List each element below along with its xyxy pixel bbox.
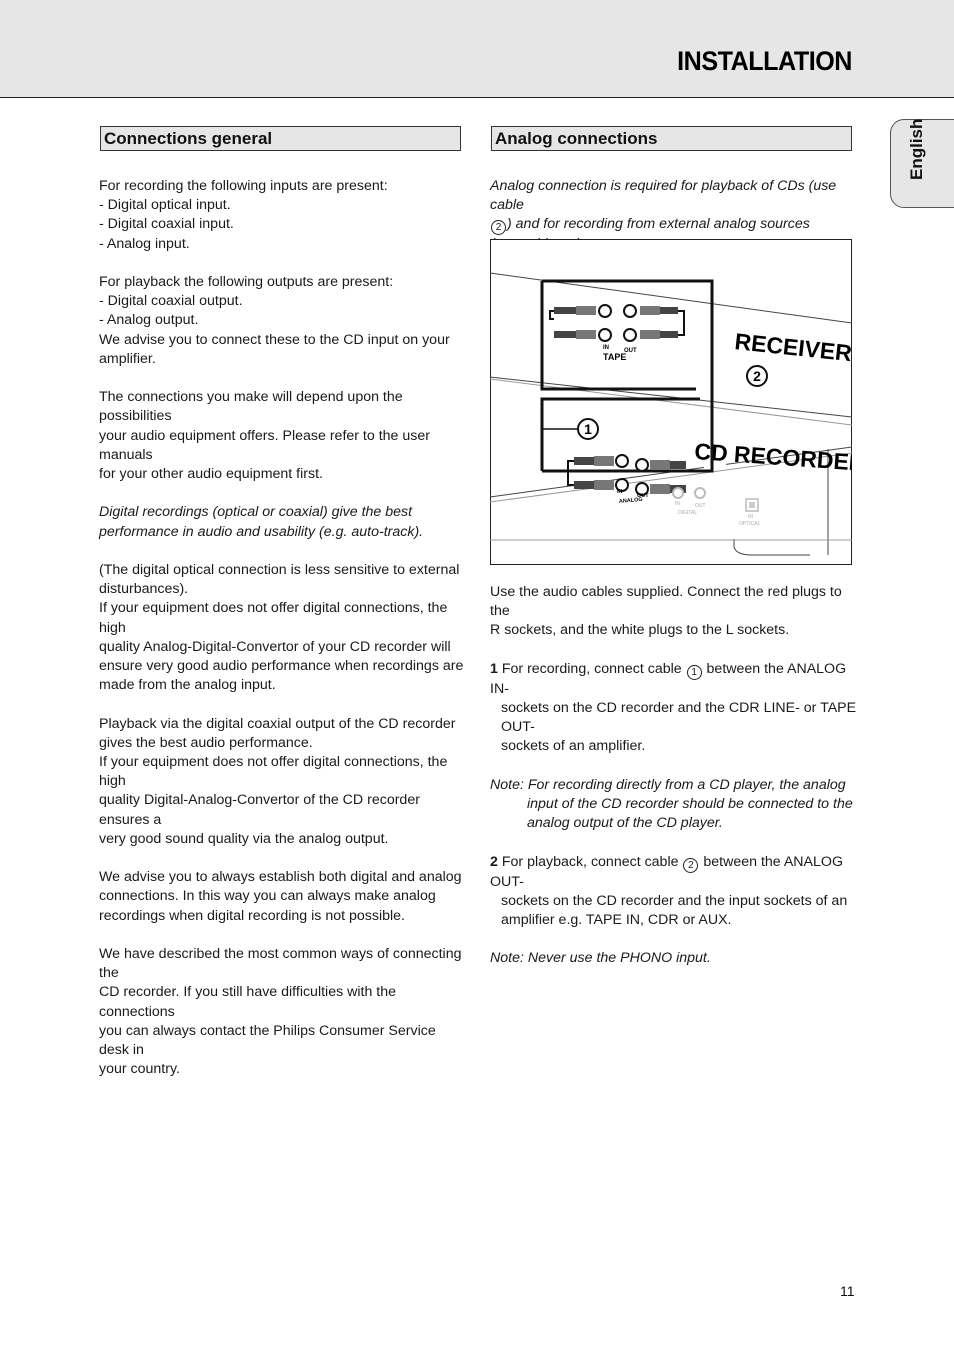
cable-1-label: 1 <box>584 421 592 437</box>
text-line: quality Digital-Analog-Convertor of the CD recorder ensures a <box>99 792 420 828</box>
text-line: Use the audio cables supplied. Connect the red plugs to the <box>490 584 842 620</box>
text-line: We advise you to always establish both digital and analog <box>99 869 462 886</box>
text-span: ) and for recording from external analog sources <box>507 216 810 233</box>
analog-out-label: OUT <box>637 493 649 499</box>
left-column-text <box>99 177 464 1099</box>
tape-out-label: OUT <box>624 348 637 354</box>
text-line: If your equipment does not offer digital connections, the high <box>99 600 448 636</box>
text-line: - Digital coaxial output. <box>99 293 243 310</box>
page-number: 11 <box>840 1283 855 1299</box>
note-2 <box>490 949 860 968</box>
text-line: your audio equipment offers. Please refer to the user manuals <box>99 427 430 463</box>
connection-diagram <box>490 239 852 565</box>
analog-in-label: IN <box>617 489 623 495</box>
text-span: between the ANALOG OUT- <box>490 853 843 890</box>
text-line <box>490 853 860 892</box>
cd-recorder-label: CD RECORDER <box>693 438 852 476</box>
text-line: - Digital coaxial input. <box>99 216 234 233</box>
text-line: you can always contact the Philips Consumer Service desk in <box>99 1022 436 1059</box>
text-line: analog output of the CD player. <box>527 815 723 832</box>
optical-label: OPTICAL <box>739 521 761 527</box>
paragraph-recording-inputs <box>99 177 464 254</box>
text-line <box>490 660 860 699</box>
digital-in-label: IN <box>675 501 680 507</box>
paragraph-playback-outputs <box>99 273 464 369</box>
paragraph-both-connections <box>99 868 464 926</box>
note-1 <box>490 776 860 834</box>
step-number: 1 <box>490 660 498 677</box>
text-line: We advise you to connect these to the CD input on your <box>99 331 450 348</box>
text-line: Playback via the digital coaxial output of the CD recorder <box>99 715 456 732</box>
text-line: amplifier. <box>99 350 156 367</box>
page-title: INSTALLATION <box>677 46 852 76</box>
text-line: sockets on the CD recorder and the CDR LINE- or TAPE OUT- <box>501 700 857 736</box>
paragraph-cables-supplied <box>490 583 860 641</box>
text-line: very good sound quality via the analog output. <box>99 830 389 847</box>
text-line: your country. <box>99 1061 180 1078</box>
text-line: Analog connection is required for playback of CDs (use cable <box>490 178 837 214</box>
paragraph-service-desk <box>99 945 464 1079</box>
text-line: input of the CD recorder should be connected to the <box>527 796 853 812</box>
analog-instructions <box>490 583 860 988</box>
cable-2-marker: 2 <box>491 220 506 235</box>
analog-label: ANALOG <box>618 496 643 505</box>
digital-out-label: OUT <box>695 503 706 509</box>
cable-2-label: 2 <box>753 368 761 384</box>
tape-label: TAPE <box>603 352 627 362</box>
step-1 <box>490 660 860 757</box>
paragraph-possibilities <box>99 388 464 484</box>
text-line: connections. In this way you can always make analog <box>99 888 436 905</box>
paragraph-digital-best <box>99 503 464 541</box>
text-line: We have described the most common ways of connecting the <box>99 946 462 982</box>
tape-in-label: IN <box>603 345 609 351</box>
text-line: Digital recordings (optical or coaxial) give the best <box>99 504 413 521</box>
text-span: For recording, connect cable <box>501 660 686 677</box>
text-line: recordings when digital recording is not possible. <box>99 907 405 924</box>
language-tab <box>890 119 954 208</box>
connections-general-heading: Connections general <box>100 126 461 151</box>
language-tab-label: English <box>907 118 926 180</box>
text-line: - Digital optical input. <box>99 197 231 214</box>
text-span: For playback, connect cable <box>501 853 683 870</box>
text-line: for your other audio equipment first. <box>99 466 323 483</box>
text-line: If your equipment does not offer digital connections, the high <box>99 754 448 790</box>
text-line: CD recorder. If you still have difficulties with the connections <box>99 984 397 1020</box>
receiver-label: RECEIVER <box>733 328 852 367</box>
text-span: between the ANALOG IN- <box>490 660 847 697</box>
text-line: For playback the following outputs are present: <box>99 274 394 290</box>
text-line: (The digital optical connection is less sensitive to external <box>99 562 460 578</box>
paragraph-coaxial-playback <box>99 715 464 849</box>
text-line: made from the analog input. <box>99 677 276 694</box>
step-2 <box>490 853 860 931</box>
analog-connections-heading: Analog connections <box>491 126 852 151</box>
text-line: performance in audio and usability (e.g. auto-track). <box>99 523 424 540</box>
text-line: quality Analog-Digital-Convertor of your CD recorder will <box>99 638 451 655</box>
digital-label: DIGITAL <box>678 510 698 516</box>
optical-in-label: IN <box>748 514 753 520</box>
text-line: For recording the following inputs are present: <box>99 178 388 194</box>
text-line: sockets of an amplifier. <box>501 738 646 755</box>
text-line <box>490 215 855 235</box>
text-line: ensure very good audio performance when recordings are <box>99 658 464 675</box>
text-line: R sockets, and the white plugs to the L sockets. <box>490 622 790 639</box>
text-line: Note: For recording directly from a CD player, the analog <box>490 776 846 793</box>
text-line: - Analog output. <box>99 312 199 329</box>
text-line: gives the best audio performance. <box>99 734 313 751</box>
connection-diagram-svg <box>490 239 852 565</box>
text-line: sockets on the CD recorder and the input sockets of an <box>501 892 848 909</box>
text-line: amplifier e.g. TAPE IN, CDR or AUX. <box>501 912 732 928</box>
text-line: disturbances). <box>99 581 189 598</box>
step-number: 2 <box>490 853 498 870</box>
cable-2-marker: 2 <box>683 858 698 873</box>
text-line: Note: Never use the PHONO input. <box>490 950 711 967</box>
text-line: - Analog input. <box>99 235 190 252</box>
cable-1-marker: 1 <box>687 665 702 680</box>
paragraph-optical-sensitivity <box>99 561 464 695</box>
text-line: The connections you make will depend upon the possibilities <box>99 389 403 425</box>
